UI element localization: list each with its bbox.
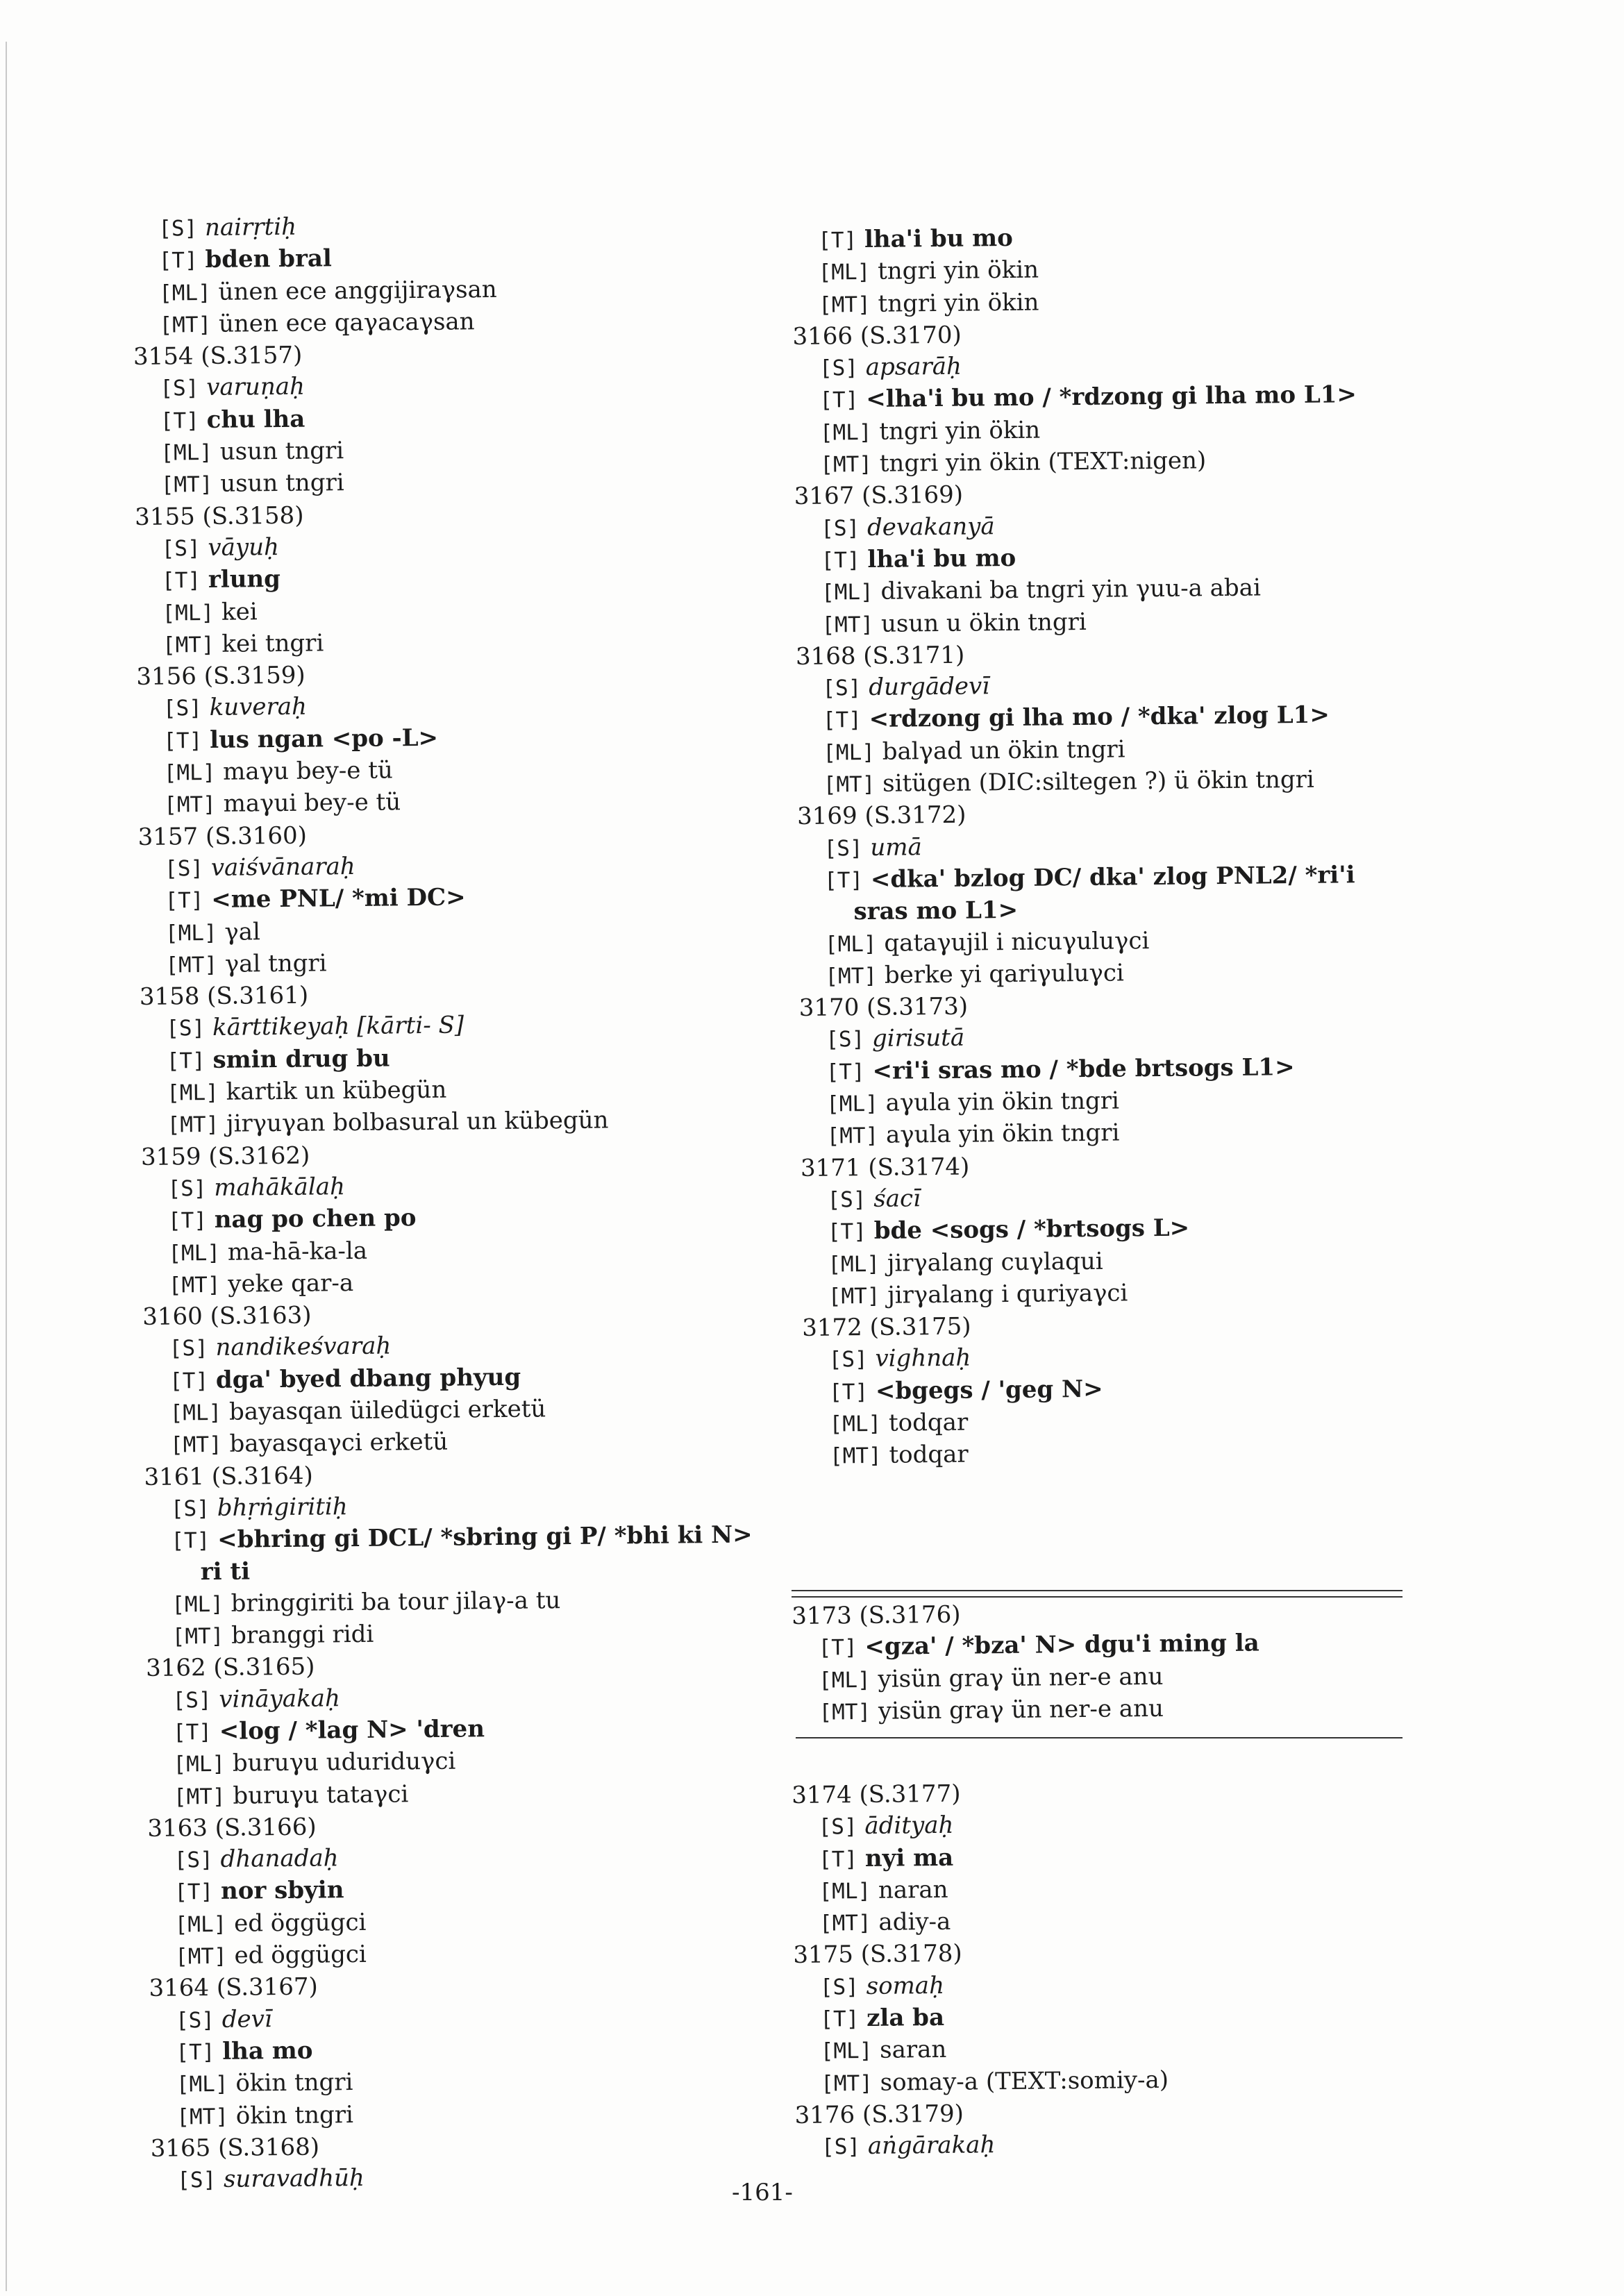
field-value: jirγalang cuγlaqui bbox=[887, 1247, 1103, 1277]
field-value: suravadhūḥ bbox=[223, 2164, 365, 2193]
entry-number-text: 3160 (S.3163) bbox=[142, 1301, 312, 1332]
field-tag: [MT] bbox=[168, 1272, 221, 1298]
field-value: apsarāḥ bbox=[865, 352, 962, 382]
field-value: somaḥ bbox=[866, 1971, 945, 2000]
field-value: bden bral bbox=[205, 244, 333, 274]
field-value: <ri'i sras mo / *bde brtsogs L1> bbox=[872, 1053, 1295, 1085]
field-value: <rdzong gi lha mo / *dka' zlog L1> bbox=[869, 701, 1330, 734]
field-value: nor sbyin bbox=[220, 1876, 344, 1906]
field-value: bayasqan üiledügci erketü bbox=[228, 1395, 546, 1426]
field-tag: [ML] bbox=[818, 1667, 871, 1693]
field-value: tngri yin ökin (TEXT:nigen) bbox=[879, 446, 1207, 478]
field-tag: [S] bbox=[162, 696, 203, 722]
field-value: girisutā bbox=[871, 1024, 965, 1053]
field-tag: [ML] bbox=[176, 2072, 228, 2097]
field-value: usun tngri bbox=[220, 469, 344, 498]
field-value: durgādevī bbox=[869, 672, 990, 702]
field-tag: [T] bbox=[158, 248, 198, 274]
field-value: ed öggügci bbox=[234, 1940, 367, 1970]
field-value: devakanyā bbox=[867, 512, 995, 542]
field-value: varuṇaḥ bbox=[206, 373, 305, 402]
field-tag: [T] bbox=[818, 228, 857, 253]
field-tag: [S] bbox=[166, 1016, 206, 1042]
right-column bbox=[792, 218, 1491, 1473]
field-value: saran bbox=[880, 2036, 947, 2065]
field-value: nandikeśvaraḥ bbox=[215, 1332, 392, 1362]
field-tag: [MT] bbox=[176, 2104, 229, 2130]
rule-bottom bbox=[796, 1737, 1403, 1738]
field-tag: [T] bbox=[169, 1368, 209, 1394]
field-tag: [MT] bbox=[819, 1699, 871, 1725]
field-value: <me PNL/ *mi DC> bbox=[211, 883, 466, 914]
field-tag: [MT] bbox=[829, 1443, 882, 1469]
field-value: tngri yin ökin bbox=[878, 288, 1039, 318]
field-tag: [S] bbox=[826, 1027, 865, 1053]
left-column bbox=[132, 207, 817, 2197]
field-value: <lha'i bu mo / *rdzong gi lha mo L1> bbox=[866, 380, 1357, 414]
field-value: buruγu uduriduγci bbox=[232, 1747, 456, 1777]
field-tag: [T] bbox=[818, 1635, 857, 1661]
field-tag: [T] bbox=[172, 1719, 212, 1745]
field-value: nyi ma bbox=[864, 1843, 954, 1872]
field-value: balγad un ökin tngri bbox=[882, 735, 1125, 766]
field-value: somay-a (TEXT:somiy-a) bbox=[880, 2065, 1169, 2097]
field-tag: [ML] bbox=[829, 1411, 882, 1437]
field-line bbox=[151, 2159, 817, 2197]
field-tag: [S] bbox=[174, 1847, 213, 1873]
field-tag: [S] bbox=[828, 1347, 868, 1373]
field-value: ünen ece qaγacaγsan bbox=[218, 308, 475, 338]
entry-number-text: 3157 (S.3160) bbox=[137, 821, 308, 851]
field-value: aγula yin ökin tngri bbox=[885, 1087, 1120, 1117]
field-tag: [T] bbox=[163, 728, 203, 754]
field-tag: [ML] bbox=[163, 760, 216, 786]
entry-number-text: 3165 (S.3168) bbox=[150, 2133, 320, 2163]
field-value: adiy-a bbox=[878, 1907, 951, 1936]
field-tag: [ML] bbox=[174, 1911, 227, 1938]
field-value: <bhring gi DCL/ *sbring gi P/ *bhi ki N> bbox=[217, 1520, 753, 1555]
entry-number-text: 3167 (S.3169) bbox=[794, 481, 964, 511]
field-line bbox=[792, 1691, 1417, 1729]
field-tag: [MT] bbox=[826, 1123, 879, 1149]
field-value: devī bbox=[221, 2004, 272, 2034]
field-value: bringgiriti ba tour jilaγ-a tu bbox=[231, 1586, 561, 1618]
field-value: vaiśvānaraḥ bbox=[210, 852, 355, 882]
field-tag: [ML] bbox=[819, 419, 872, 446]
field-tag: [MT] bbox=[820, 451, 873, 478]
field-tag: [MT] bbox=[828, 1283, 880, 1309]
field-value: kei bbox=[221, 597, 258, 626]
field-value: kuveraḥ bbox=[209, 693, 308, 722]
field-tag: [MT] bbox=[821, 612, 874, 638]
field-tag: [MT] bbox=[818, 292, 871, 318]
field-value: kartik un kübegün bbox=[226, 1075, 447, 1106]
field-tag: [ML] bbox=[820, 2038, 873, 2064]
entry-number-text: 3162 (S.3165) bbox=[145, 1652, 315, 1683]
field-tag: [S] bbox=[827, 1187, 867, 1213]
field-tag: [T] bbox=[165, 888, 204, 914]
field-tag: [ML] bbox=[165, 920, 217, 946]
field-value: aγula yin ökin tngri bbox=[885, 1118, 1120, 1150]
entry-number-text: 3173 (S.3176) bbox=[792, 1600, 961, 1630]
field-tag: [S] bbox=[823, 835, 863, 862]
scan-edge-line bbox=[6, 42, 7, 2291]
page-number: -161- bbox=[732, 2179, 793, 2206]
field-value: ma-hā-ka-la bbox=[227, 1237, 368, 1266]
field-value: lus ngan <po -L> bbox=[209, 723, 439, 754]
field-tag: [S] bbox=[818, 1814, 857, 1840]
entry-number-text: 3170 (S.3173) bbox=[798, 992, 969, 1023]
field-tag: [MT] bbox=[159, 312, 212, 338]
field-value: <dka' bzlog DC/ dka' zlog PNL2/ *ri'i bbox=[870, 861, 1355, 894]
field-tag: [T] bbox=[822, 707, 862, 734]
field-value: <gza' / *bza' N> dgu'i ming la bbox=[864, 1629, 1259, 1661]
field-tag: [S] bbox=[170, 1495, 210, 1522]
field-value: naran bbox=[878, 1875, 948, 1904]
field-line bbox=[803, 1434, 1491, 1473]
field-value: buruγu tataγci bbox=[233, 1779, 409, 1810]
field-tag: [ML] bbox=[171, 1591, 224, 1618]
field-tag: [T] bbox=[819, 387, 859, 414]
field-value: vināyakaḥ bbox=[219, 1684, 341, 1713]
field-value: ünen ece anggijiraγsan bbox=[218, 275, 497, 306]
field-tag: [ML] bbox=[166, 1080, 219, 1106]
field-value: yisün graγ ün ner-e anu bbox=[878, 1694, 1164, 1725]
field-tag: [T] bbox=[823, 867, 864, 894]
field-tag: [T] bbox=[166, 1048, 206, 1074]
field-tag: [ML] bbox=[160, 439, 213, 466]
field-tag: [MT] bbox=[167, 1112, 219, 1138]
field-line bbox=[795, 2126, 1420, 2164]
field-tag: [MT] bbox=[173, 1784, 226, 1810]
field-value: ed öggügci bbox=[233, 1908, 367, 1938]
field-tag: [S] bbox=[161, 536, 201, 562]
field-tag: [MT] bbox=[821, 2070, 873, 2097]
double-rule-top bbox=[792, 1590, 1403, 1591]
entry-number-text: 3166 (S.3170) bbox=[792, 321, 962, 351]
field-tag: [T] bbox=[171, 1528, 210, 1554]
field-value: usun u ökin tngri bbox=[880, 607, 1087, 638]
field-tag: [ML] bbox=[824, 931, 877, 957]
field-value: todqar bbox=[889, 1440, 969, 1470]
field-value: jirγuγan bolbasural un kübegün bbox=[226, 1106, 609, 1139]
field-tag: [MT] bbox=[165, 952, 218, 978]
field-value: rlung bbox=[208, 565, 281, 594]
field-tag: [ML] bbox=[823, 739, 876, 766]
field-tag: [MT] bbox=[825, 963, 878, 989]
entry-number-text: 3161 (S.3164) bbox=[144, 1461, 313, 1491]
field-value: nairṛtiḥ bbox=[204, 212, 297, 242]
field-tag: [T] bbox=[160, 408, 200, 434]
field-line bbox=[144, 1519, 811, 1558]
field-value: ādityaḥ bbox=[864, 1811, 954, 1841]
field-tag: [T] bbox=[176, 2039, 215, 2065]
field-value: ökin tngri bbox=[235, 2068, 353, 2097]
field-value: tngri yin ökin bbox=[879, 416, 1041, 446]
field-value: berke yi qariγuluγci bbox=[884, 959, 1124, 989]
field-value: bhṛṅgiritiḥ bbox=[217, 1492, 348, 1522]
field-tag: [S] bbox=[177, 2168, 217, 2193]
field-tag: [ML] bbox=[821, 580, 873, 605]
field-value: maγui bey-e tü bbox=[223, 788, 401, 819]
field-value: mahākālaḥ bbox=[214, 1173, 346, 1202]
field-tag: [MT] bbox=[819, 1911, 871, 1936]
entry-number-text: 3168 (S.3171) bbox=[795, 641, 965, 671]
field-value: vāyuḥ bbox=[208, 533, 280, 562]
field-tag: [T] bbox=[826, 1059, 865, 1085]
field-tag: [T] bbox=[827, 1219, 867, 1245]
field-tag: [S] bbox=[164, 855, 204, 882]
field-tag: [S] bbox=[821, 2134, 861, 2160]
field-tag: [S] bbox=[819, 1974, 860, 2000]
entry-number-text: 3159 (S.3162) bbox=[140, 1141, 310, 1171]
field-tag: [T] bbox=[818, 1846, 858, 1872]
field-tag: [T] bbox=[174, 1879, 214, 1905]
field-value: kārttikeyaḥ [kārti- S] bbox=[212, 1011, 464, 1042]
field-tag: [T] bbox=[821, 548, 860, 573]
field-tag: [ML] bbox=[169, 1400, 222, 1426]
boxed-entry-block bbox=[792, 1595, 1418, 1729]
field-value: sras mo L1> bbox=[853, 896, 1019, 926]
field-value: maγu bey-e tü bbox=[223, 756, 393, 786]
field-tag: [S] bbox=[160, 376, 199, 402]
field-value: dga' byed dbang phyug bbox=[215, 1363, 521, 1394]
field-tag: [ML] bbox=[828, 1251, 880, 1277]
field-tag: [ML] bbox=[819, 1878, 871, 1904]
field-tag: [S] bbox=[167, 1175, 207, 1202]
field-value: ri ti bbox=[200, 1557, 251, 1586]
field-tag: [T] bbox=[828, 1379, 869, 1405]
field-tag: [S] bbox=[819, 355, 859, 381]
field-value: lha mo bbox=[222, 2036, 313, 2065]
field-value: kei tngri bbox=[221, 629, 324, 658]
field-tag: [MT] bbox=[171, 1623, 224, 1650]
field-tag: [S] bbox=[169, 1336, 208, 1361]
field-value: branggi ridi bbox=[231, 1620, 374, 1650]
field-value: bde <sogs / *brtsogs L> bbox=[873, 1214, 1190, 1246]
field-tag: [ML] bbox=[173, 1752, 226, 1777]
field-value: zla ba bbox=[866, 2003, 945, 2033]
field-tag: [ML] bbox=[162, 600, 215, 626]
field-tag: [S] bbox=[822, 676, 862, 701]
field-value: sitügen (DIC:siltegen ?) ü ökin tngri bbox=[882, 765, 1314, 798]
field-tag: [MT] bbox=[174, 1943, 227, 1970]
entry-number-text: 3169 (S.3172) bbox=[796, 801, 966, 831]
field-tag: [MT] bbox=[823, 771, 876, 798]
field-tag: [MT] bbox=[162, 632, 215, 658]
field-tag: [T] bbox=[167, 1208, 208, 1234]
field-value: usun tngri bbox=[219, 437, 344, 466]
entry-number-text: 3158 (S.3161) bbox=[139, 981, 309, 1012]
field-value: lha'i bu mo bbox=[864, 224, 1014, 253]
field-tag: [T] bbox=[161, 568, 201, 594]
field-tag: [S] bbox=[158, 216, 198, 242]
field-value: yeke qar-a bbox=[228, 1268, 354, 1298]
field-value: γal tngri bbox=[224, 949, 327, 978]
field-tag: [ML] bbox=[158, 280, 211, 306]
field-tag: [ML] bbox=[826, 1091, 878, 1117]
field-tag: [MT] bbox=[169, 1432, 222, 1458]
entry-number-text: 3176 (S.3179) bbox=[794, 2100, 964, 2129]
field-value: <bgegs / 'geg N> bbox=[875, 1375, 1103, 1405]
entry-number-text: 3174 (S.3177) bbox=[792, 1779, 961, 1809]
field-value: γal bbox=[224, 917, 261, 946]
field-tag: [MT] bbox=[160, 472, 213, 498]
entry-number-text: 3163 (S.3166) bbox=[147, 1813, 317, 1843]
field-value: vighnaḥ bbox=[875, 1343, 971, 1373]
field-tag: [S] bbox=[175, 2007, 215, 2034]
entry-number-text: 3155 (S.3158) bbox=[135, 501, 304, 531]
entry-number-text: 3156 (S.3159) bbox=[136, 661, 305, 692]
field-value: ökin tngri bbox=[235, 2100, 354, 2130]
field-value: nag po chen po bbox=[214, 1204, 417, 1234]
field-value: dhanadaḥ bbox=[220, 1844, 339, 1874]
field-value: <log / *lag N> 'dren bbox=[219, 1715, 485, 1745]
entry-number-text: 3175 (S.3178) bbox=[793, 1940, 962, 1970]
field-value: tngri yin ökin bbox=[877, 255, 1039, 286]
field-value: smin drug bu bbox=[212, 1044, 390, 1074]
field-tag: [S] bbox=[172, 1687, 212, 1713]
field-value: todqar bbox=[888, 1408, 969, 1437]
field-value: umā bbox=[870, 832, 923, 862]
field-value: bayasqaγci erketü bbox=[229, 1427, 449, 1459]
bottom-entry-block bbox=[792, 1774, 1420, 2163]
field-tag: [S] bbox=[821, 515, 860, 542]
field-tag: [MT] bbox=[164, 792, 217, 818]
entry-number-text: 3171 (S.3174) bbox=[800, 1153, 970, 1182]
entry-number-text: 3154 (S.3157) bbox=[133, 341, 303, 371]
field-value: divakani ba tngri yin γuu-a abai bbox=[880, 573, 1262, 606]
field-value: yisün graγ ün ner-e anu bbox=[878, 1662, 1164, 1693]
entry-number-text: 3164 (S.3167) bbox=[149, 1972, 319, 2003]
field-value: jirγalang i quriyaγci bbox=[887, 1279, 1128, 1309]
entry-number-text: 3172 (S.3175) bbox=[802, 1312, 971, 1343]
field-value: aṅgārakaḥ bbox=[867, 2131, 996, 2161]
field-tag: [ML] bbox=[818, 260, 871, 285]
field-value: śacī bbox=[873, 1184, 921, 1213]
field-value: qataγujil i nicuγuluγci bbox=[884, 926, 1150, 957]
field-value: lha'i bu mo bbox=[867, 544, 1016, 573]
field-value: chu lha bbox=[206, 405, 305, 434]
field-tag: [T] bbox=[820, 2006, 860, 2032]
field-tag: [ML] bbox=[168, 1240, 221, 1266]
